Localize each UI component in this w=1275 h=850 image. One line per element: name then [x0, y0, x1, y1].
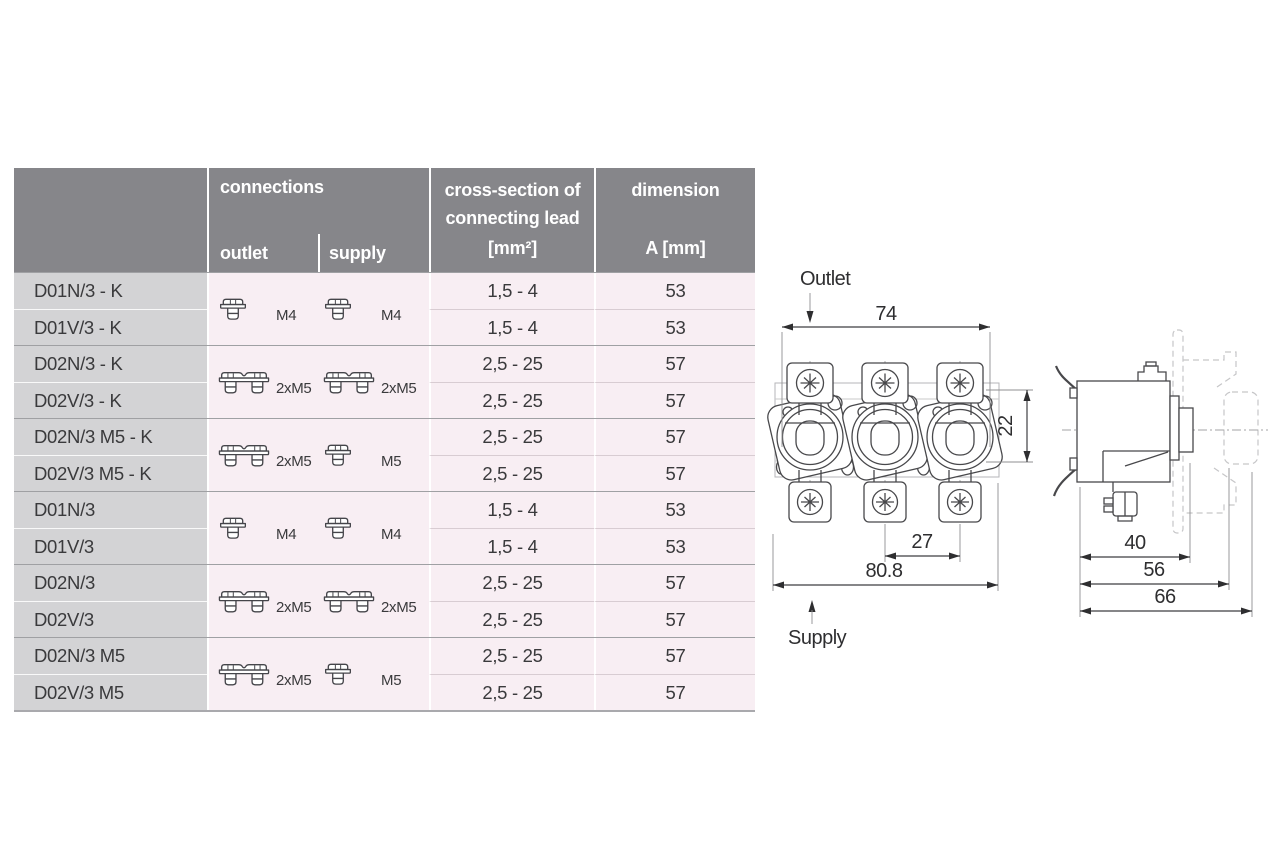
- supply-connection: [317, 295, 429, 324]
- connections-cell: [207, 346, 429, 418]
- dim-80-8-label: 80.8: [865, 560, 903, 582]
- model-cell: D02N/3: [14, 565, 207, 601]
- supply-connection: [317, 368, 429, 397]
- cross-section-cell: 2,5 - 25: [429, 382, 594, 418]
- dimension-cell: 57: [594, 346, 755, 382]
- header-dimension-title: dimension: [631, 180, 720, 200]
- cross-section-cell: 2,5 - 25: [429, 565, 594, 601]
- dim-66-label: 66: [1154, 586, 1176, 608]
- outlet-connection: [209, 368, 317, 397]
- double-screw-icon: [218, 662, 270, 687]
- header-dimension: [594, 168, 755, 272]
- header-supply-label: supply: [318, 234, 429, 272]
- screw-size-label: M5: [381, 452, 402, 470]
- connections-cell: [207, 419, 429, 491]
- single-screw-icon: [323, 661, 353, 687]
- screw-size-label: M4: [276, 525, 297, 543]
- connections-cell: [207, 565, 429, 637]
- table-row-group: [14, 491, 755, 564]
- supply-connection: [317, 441, 429, 470]
- table-header: [14, 168, 755, 272]
- dimension-cell: 57: [594, 601, 755, 637]
- model-cell: D01N/3 - K: [14, 273, 207, 309]
- table-row-group: [14, 272, 755, 345]
- table-row-group: [14, 345, 755, 418]
- screw-size-label: M4: [381, 306, 402, 324]
- outlet-connection: [209, 295, 317, 324]
- dimension-cell: 57: [594, 382, 755, 418]
- dimension-cell: 57: [594, 455, 755, 491]
- dimension-cell: 57: [594, 638, 755, 674]
- header-connections-label: connections: [220, 177, 324, 197]
- model-cell: D01V/3: [14, 528, 207, 564]
- dimension-cell: 57: [594, 419, 755, 455]
- cross-section-cell: 2,5 - 25: [429, 346, 594, 382]
- single-screw-icon: [218, 515, 248, 541]
- double-screw-icon: [218, 370, 270, 395]
- table-row-group: [14, 637, 755, 710]
- header-cross-section: [429, 168, 594, 272]
- screw-size-label: 2xM5: [276, 452, 312, 470]
- dim-22-label: 22: [995, 415, 1017, 437]
- header-dimension-unit: A [mm]: [645, 238, 706, 259]
- header-connections: [207, 168, 429, 272]
- cross-section-cell: 2,5 - 25: [429, 601, 594, 637]
- screw-size-label: 2xM5: [381, 379, 417, 397]
- outlet-arrow: [807, 311, 814, 323]
- dimension-cell: 57: [594, 674, 755, 710]
- dim-40-label: 40: [1124, 532, 1146, 554]
- cross-section-cell: 2,5 - 25: [429, 455, 594, 491]
- screw-size-label: 2xM5: [276, 671, 312, 689]
- dimension-drawing: [760, 240, 1275, 670]
- screw-size-label: M4: [381, 525, 402, 543]
- model-cell: D01N/3: [14, 492, 207, 528]
- cross-section-cell: 1,5 - 4: [429, 528, 594, 564]
- screw-size-label: M4: [276, 306, 297, 324]
- dimension-cell: 53: [594, 528, 755, 564]
- outlet-label: Outlet: [800, 268, 851, 290]
- side-view: [1054, 330, 1268, 617]
- dimension-cell: 53: [594, 273, 755, 309]
- supply-label: Supply: [788, 627, 847, 649]
- screw-size-label: M5: [381, 671, 402, 689]
- outlet-connection: [209, 587, 317, 616]
- table-row-group: [14, 418, 755, 491]
- supply-connection: [317, 660, 429, 689]
- front-view: [765, 268, 1033, 649]
- double-screw-icon: [323, 370, 375, 395]
- double-screw-icon: [323, 589, 375, 614]
- header-cross-section-unit: [mm²]: [488, 238, 537, 259]
- model-cell: D02V/3 M5: [14, 674, 207, 710]
- supply-connection: [317, 587, 429, 616]
- header-subrow: [209, 234, 429, 272]
- double-screw-icon: [218, 589, 270, 614]
- single-screw-icon: [218, 296, 248, 322]
- cross-section-cell: 2,5 - 25: [429, 638, 594, 674]
- screw-size-label: 2xM5: [276, 379, 312, 397]
- outlet-connection: [209, 441, 317, 470]
- table-row-group: [14, 564, 755, 637]
- model-cell: D02V/3 - K: [14, 382, 207, 418]
- model-cell: D02N/3 M5: [14, 638, 207, 674]
- spec-table: [14, 168, 755, 712]
- screw-size-label: 2xM5: [381, 598, 417, 616]
- double-screw-icon: [218, 443, 270, 468]
- dim-27-label: 27: [911, 531, 933, 553]
- cross-section-cell: 2,5 - 25: [429, 419, 594, 455]
- connections-cell: [207, 492, 429, 564]
- header-empty-cell: [14, 168, 207, 272]
- header-outlet-label: outlet: [220, 242, 268, 263]
- cross-section-cell: 1,5 - 4: [429, 309, 594, 345]
- cross-section-cell: 1,5 - 4: [429, 273, 594, 309]
- model-cell: D01V/3 - K: [14, 309, 207, 345]
- model-cell: D02V/3: [14, 601, 207, 637]
- single-screw-icon: [323, 296, 353, 322]
- cross-section-cell: 1,5 - 4: [429, 492, 594, 528]
- model-cell: D02N/3 - K: [14, 346, 207, 382]
- connections-cell: [207, 638, 429, 710]
- model-cell: D02N/3 M5 - K: [14, 419, 207, 455]
- dim-74-label: 74: [875, 303, 897, 325]
- outlet-connection: [209, 514, 317, 543]
- dimension-cell: 57: [594, 565, 755, 601]
- cross-section-cell: 2,5 - 25: [429, 674, 594, 710]
- header-cross-section-title: cross-section of connecting lead: [444, 180, 581, 228]
- screw-size-label: 2xM5: [276, 598, 312, 616]
- table-body: [14, 272, 755, 710]
- outlet-connection: [209, 660, 317, 689]
- dimension-cell: 53: [594, 309, 755, 345]
- model-cell: D02V/3 M5 - K: [14, 455, 207, 491]
- dimension-cell: 53: [594, 492, 755, 528]
- supply-connection: [317, 514, 429, 543]
- single-screw-icon: [323, 515, 353, 541]
- single-screw-icon: [323, 442, 353, 468]
- connections-cell: [207, 273, 429, 345]
- dim-56-label: 56: [1143, 559, 1165, 581]
